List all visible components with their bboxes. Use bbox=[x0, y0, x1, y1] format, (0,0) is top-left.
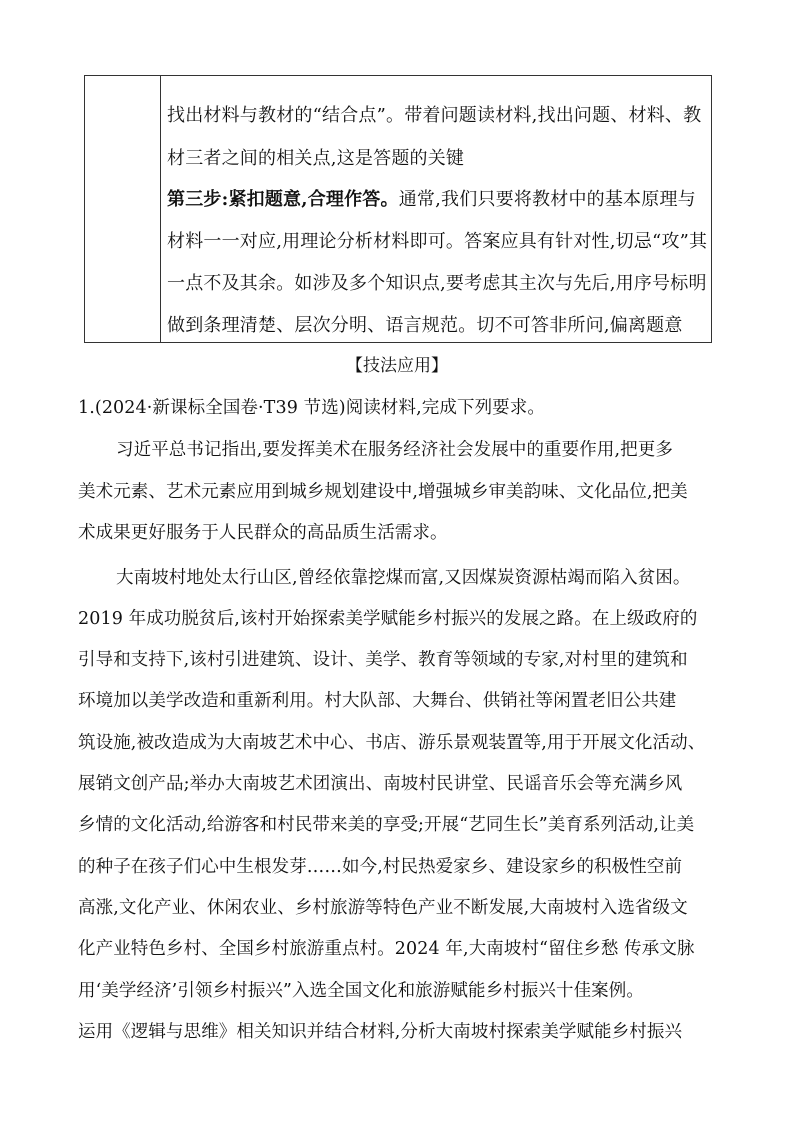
table-line: 材三者之间的相关点,这是答题的关键 bbox=[167, 148, 465, 169]
step-three-heading: 第三步:紧扣题意,合理作答。 bbox=[167, 189, 399, 210]
method-table bbox=[84, 75, 712, 343]
question-task: 运用《逻辑与思维》相关知识并结合材料,分析大南坡村探索美学赋能乡村振兴 bbox=[78, 1022, 683, 1042]
paragraph-line: 大南坡村地处太行山区,曾经依靠挖煤而富,又因煤炭资源枯竭而陷入贫困。 bbox=[116, 568, 691, 588]
table-line: 一点不及其余。如涉及多个知识点,要考虑其主次与先后,用序号标明 bbox=[167, 273, 707, 294]
paragraph-line: 环境加以美学改造和重新利用。村大队部、大舞台、供销社等闲置老旧公共建 bbox=[78, 691, 677, 711]
table-line: 做到条理清楚、层次分明、语言规范。切不可答非所问,偏离题意 bbox=[167, 315, 683, 336]
paragraph-line: 化产业特色乡村、全国乡村旅游重点村。2024 年,大南坡村“留住乡愁 传承文脉 bbox=[78, 939, 695, 959]
table-label-cell bbox=[85, 76, 161, 342]
paragraph-line: 高涨,文化产业、休闲农业、乡村旅游等特色产业不断发展,大南坡村入选省级文 bbox=[78, 898, 688, 918]
table-line: 材料一一对应,用理论分析材料即可。答案应具有针对性,切忌“攻”其 bbox=[167, 231, 708, 252]
paragraph-line: 引导和支持下,该村引进建筑、设计、美学、教育等领域的专家,对村里的建筑和 bbox=[78, 650, 688, 670]
question-header: 1.(2024·新课标全国卷·T39 节选)阅读材料,完成下列要求。 bbox=[78, 398, 545, 418]
paragraph-line: 筑设施,被改造成为大南坡艺术中心、书店、游乐景观装置等,用于开展文化活动、 bbox=[78, 733, 706, 753]
paragraph-line: 美术元素、艺术元素应用到城乡规划建设中,增强城乡审美韵味、文化品位,把美 bbox=[78, 482, 688, 502]
paragraph-line: 的种子在孩子们心中生根发芽……如今,村民热爱家乡、建设家乡的积极性空前 bbox=[78, 857, 683, 877]
table-content-cell bbox=[161, 76, 711, 342]
paragraph-line: 展销文创产品;举办大南坡艺术团演出、南坡村民讲堂、民谣音乐会等充满乡风 bbox=[78, 774, 683, 794]
table-line: 找出材料与教材的“结合点”。带着问题读材料,找出问题、材料、教 bbox=[167, 105, 702, 126]
paragraph-line: 习近平总书记指出,要发挥美术在服务经济社会发展中的重要作用,把更多 bbox=[116, 440, 673, 460]
section-heading: 【技法应用】 bbox=[346, 356, 448, 376]
paragraph-line: 乡情的文化活动,给游客和村民带来美的享受;开展“艺同生长”美育系列活动,让美 bbox=[78, 815, 695, 835]
paragraph-line: 2019 年成功脱贫后,该村开始探索美学赋能乡村振兴的发展之路。在上级政府的 bbox=[78, 609, 698, 629]
paragraph-line: 术成果更好服务于人民群众的高品质生活需求。 bbox=[78, 523, 448, 543]
paragraph-line: 用‘美学经济’引领乡村振兴”入选全国文化和旅游赋能乡村振兴十佳案例。 bbox=[78, 981, 644, 1001]
table-line: 第三步:紧扣题意,合理作答。通常,我们只要将教材中的基本原理与 bbox=[167, 189, 696, 210]
